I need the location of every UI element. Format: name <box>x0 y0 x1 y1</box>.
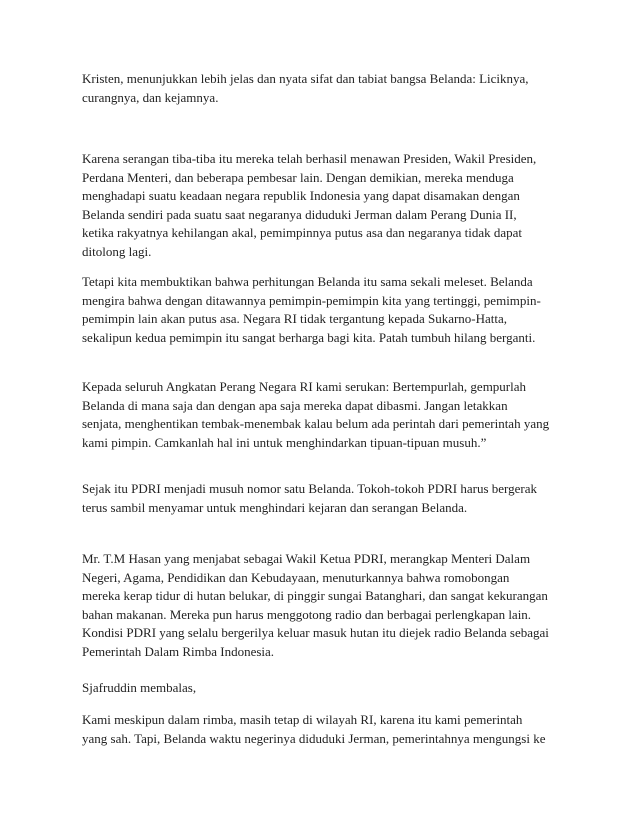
text-line: Kami meskipun dalam rimba, masih tetap di wilayah RI, karena itu kami pemerintah <box>82 712 523 727</box>
text-line: Kristen, menunjukkan lebih jelas dan nyata sifat dan tabiat bangsa Belanda: Liciknya, <box>82 71 529 86</box>
paragraph-7 <box>82 679 562 698</box>
paragraph-4 <box>82 378 562 452</box>
text-line: curangnya, dan kejamnya. <box>82 89 219 105</box>
text-line: Sjafruddin membalas, <box>82 680 197 695</box>
text-line: Mr. T.M Hasan yang menjabat sebagai Wakil Ketua PDRI, merangkap Menteri Dalam <box>82 551 531 566</box>
text-line: pemimpin lain akan putus asa. Negara RI tidak tergantung kepada Sukarno-Hatta, <box>82 311 508 326</box>
text-line: mereka kerap tidur di hutan belukar, di pinggir sungai Batanghari, dan sangat kekurangan <box>82 588 548 603</box>
text-line: Kondisi PDRI yang selalu bergerilya keluar masuk hutan itu diejek radio Belanda sebagai <box>82 625 549 640</box>
text-line: Karena serangan tiba-tiba itu mereka telah berhasil menawan Presiden, Wakil Presiden, <box>82 151 537 166</box>
text-line: senjata, menghentikan tembak-menembak kalau belum ada perintah dari pemerintah yang <box>82 416 550 431</box>
text-line: menghadapi suatu keadaan negara republik Indonesia yang dapat disamakan dengan <box>82 188 520 203</box>
paragraph-5 <box>82 480 562 517</box>
paragraph-8 <box>82 711 562 748</box>
text-line: Perdana Menteri, dan beberapa pembesar lain. Dengan demikian, mereka menduga <box>82 169 514 185</box>
paragraph-6 <box>82 550 562 661</box>
text-line: Belanda sendiri pada suatu saat negaranya diduduki Jerman dalam Perang Dunia II, <box>82 206 517 222</box>
text-line: kami pimpin. Camkanlah hal ini untuk menghindarkan tipuan-tipuan musuh.” <box>82 434 487 450</box>
text-line: Pemerintah Dalam Rimba Indonesia. <box>82 643 275 659</box>
text-line: Belanda di mana saja dan dengan apa saja mereka dapat dibasmi. Jangan letakkan <box>82 397 508 413</box>
text-line: bahan makanan. Mereka pun harus menggotong radio dan berbagai perlengkapan lain. <box>82 606 532 622</box>
text-line: ditolong lagi. <box>82 243 152 259</box>
text-line: sekalipun kedua pemimpin itu sangat berharga bagi kita. Patah tumbuh hilang berganti. <box>82 329 536 345</box>
text-line: yang sah. Tapi, Belanda waktu negerinya diduduki Jerman, pemerintahnya mengungsi ke <box>82 730 546 746</box>
paragraph-2 <box>82 150 562 261</box>
text-line: Negeri, Agama, Pendidikan dan Kebudayaan, menuturkannya bahwa romobongan <box>82 569 510 585</box>
text-line: Kepada seluruh Angkatan Perang Negara RI kami serukan: Bertempurlah, gempurlah <box>82 379 527 394</box>
text-line: mengira bahwa dengan ditawannya pemimpin-pemimpin kita yang tertinggi, pemimpin- <box>82 292 541 308</box>
paragraph-3 <box>82 273 562 347</box>
text-line: terus sambil menyamar untuk menghindari kejaran dan serangan Belanda. <box>82 499 468 515</box>
text-line: Tetapi kita membuktikan bahwa perhitungan Belanda itu sama sekali meleset. Belanda <box>82 274 533 289</box>
paragraph-1 <box>82 70 562 107</box>
text-line: ketika rakyatnya kehilangan akal, pemimpinnya putus asa dan negaranya tidak dapat <box>82 225 523 240</box>
text-line: Sejak itu PDRI menjadi musuh nomor satu Belanda. Tokoh-tokoh PDRI harus bergerak <box>82 481 537 496</box>
